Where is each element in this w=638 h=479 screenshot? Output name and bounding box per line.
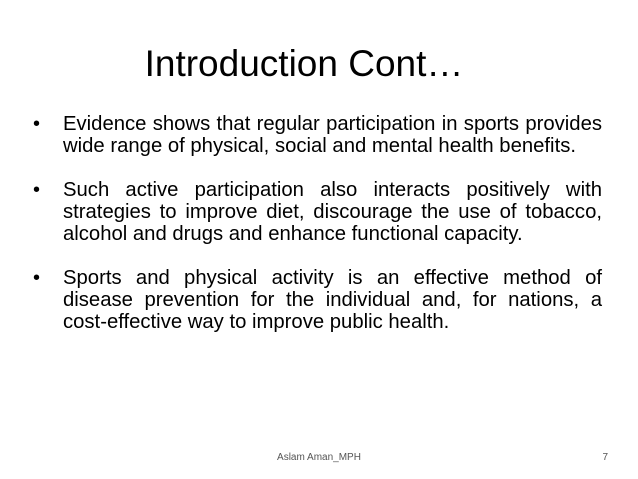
bullet-list xyxy=(30,113,602,355)
bullet-marker: • xyxy=(33,179,41,201)
footer-author: Aslam Aman_MPH xyxy=(277,452,361,463)
bullet-text: Sports and physical activity is an effective method of disease prevention for the individual and, for nations, a cost-effective way to improve public health. xyxy=(63,267,602,333)
bullet-marker: • xyxy=(33,267,41,289)
bullet-text: Such active participation also interacts positively with strategies to improve diet, discourage the use of tobacco, alcohol and drugs and enhance functional capacity. xyxy=(63,179,602,245)
bullet-text: Evidence shows that regular participation in sports provides wide range of physical, social and mental health benefits. xyxy=(63,113,602,157)
slide-title: Introduction Cont… xyxy=(144,43,464,84)
bullet-marker: • xyxy=(33,113,41,135)
page-number: 7 xyxy=(602,452,608,463)
bullet-item xyxy=(30,267,602,333)
bullet-item xyxy=(30,179,602,245)
bullet-item xyxy=(30,113,602,157)
